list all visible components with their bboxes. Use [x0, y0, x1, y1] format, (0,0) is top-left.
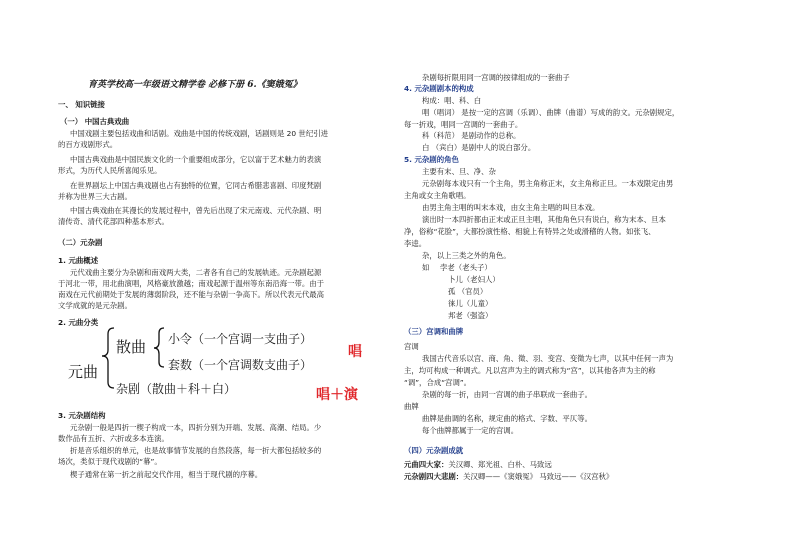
paragraph-line: 元杂剧每本戏只有一个主角，男主角称正末，女主角称正旦。一本戏限定由男: [422, 179, 674, 188]
item-heading-script: 4. 元杂剧剧本的构成: [404, 84, 474, 93]
diagram-root-yuanqu: 元曲: [68, 363, 99, 381]
item-heading-classification: 2. 元曲分类: [58, 318, 99, 327]
section-heading-yuan-zaju: （二）元杂剧: [58, 238, 103, 247]
paragraph-line: 南戏在元代前期处于发展的薄弱阶段，还不能与杂剧一争高下。所以代表元代最高: [58, 290, 325, 299]
paragraph-line: 由男主角主唱的叫末本戏，由女主角主唱的叫旦本戏。: [422, 203, 600, 212]
paragraph-line: 杂剧每折限用同一宫调的按律组成的一套曲子: [422, 73, 570, 82]
item-heading-structure: 3. 元杂剧结构: [58, 411, 106, 420]
role-item: 邦老（强盗）: [448, 311, 493, 320]
diagram-xiaoling: 小令（一个宫调一支曲子）: [168, 332, 313, 346]
paragraph-line: 每一折戏，唱同一宫调的一套曲子。: [404, 120, 523, 129]
achievement-line-four-masters: [404, 460, 552, 470]
paragraph-line: 白 （宾白）是剧中人的说白部分。: [422, 143, 536, 152]
paragraph-line: 唱（唱词） 是按一定的宫调（乐调）、曲牌（曲谱）写成的韵文。元杂剧规定，: [422, 108, 680, 117]
paragraph-line: 的百方戏剧形式。: [58, 140, 118, 149]
page-title: 育英学校高一年级语文精学卷 必修下册 6.《窦娥冤》: [88, 80, 302, 90]
bracket-sanqu-upper: [154, 328, 164, 348]
paragraph-line: 场次，类似于现代戏剧的“幕”。: [58, 457, 162, 466]
paragraph-line: 主角或女主角歌唱。: [404, 191, 471, 200]
paragraph-line: 主，均可构成一种调式。凡以宫声为主的调式称为“宫”，以其他各声为主的称: [404, 366, 656, 375]
label-four-tragedies: 元杂剧四大悲剧：: [404, 472, 464, 481]
label-qupai: 曲牌: [404, 402, 419, 411]
paragraph-line: 数作品有五折、六折或多本连演。: [58, 434, 169, 443]
paragraph-line: 净，俗称“花脸”，大都扮演性格、相貌上有特异之处或滑稽的人物。如张飞、: [404, 227, 656, 236]
paragraph-line: 主要有末、旦、净、杂: [422, 167, 496, 176]
value-four-tragedies: 关汉卿——《窦娥冤》 马致远——《汉宫秋》: [463, 472, 614, 481]
role-item: 徕儿（儿童）: [448, 299, 493, 308]
paragraph-line: 形式，为历代人民所喜闻乐见。: [58, 166, 162, 175]
paragraph-line: 折是音乐组织的单元，也是故事情节发展的自然段落，每一折大都包括较多的: [70, 446, 322, 455]
paragraph-line: 清传奇、清代花部四种基本形式。: [58, 217, 169, 226]
section-heading-knowledge: 一、 知识链接: [58, 100, 105, 109]
paragraph-line: 在世界剧坛上中国古典戏剧也占有独特的位置，它同古希腊悲喜剧、印度梵剧: [70, 181, 322, 190]
roles-prefix: 如: [422, 263, 430, 272]
achievement-line-four-tragedies: [404, 472, 613, 482]
paragraph-line: 杂剧的每一折，由同一宫调的曲子串联成一套曲子。: [422, 390, 592, 399]
item-heading-roles: 5. 元杂剧的角色: [404, 155, 459, 164]
paragraph-line: 科（科范） 是剧动作的总称。: [422, 131, 521, 140]
paragraph-line: 我国古代音乐以宫、商、角、徵、羽、变宫、变徵为七声，以其中任何一声为: [422, 354, 674, 363]
diagram-sanqu: 散曲: [116, 338, 147, 356]
label-gongdiao: 宫调: [404, 342, 419, 351]
paragraph-line: 中国古典戏曲是中国民族文化的一个重要组成部分，它以富于艺术魅力的表演: [70, 155, 322, 164]
subheading-achievements: （四）元杂剧成就: [404, 446, 464, 455]
item-heading-overview: 1. 元曲概述: [58, 256, 99, 265]
subheading-gongdiao-qupai: （三）宫调和曲牌: [404, 327, 464, 336]
diagram-zaju: 杂剧（散曲＋科＋白）: [116, 382, 237, 396]
paragraph-line: 演出时一本四折都由正末或正旦主唱，其他角色只有说白，称为末本、旦本: [422, 215, 666, 224]
paragraph-line: 楔子通常在第一折之前起交代作用，相当于现代剧的序幕。: [70, 470, 263, 479]
paragraph-line: 每个曲牌都属于一定的宫调。: [422, 426, 519, 435]
role-item: 孛老（老头子）: [440, 263, 492, 272]
paragraph-line: 构成：唱、科、白: [422, 96, 482, 105]
classification-diagram: [58, 324, 393, 404]
paragraph-line: 李逵。: [404, 239, 427, 248]
paragraph-line: 于河北一带，用北曲演唱，风格豪放激越；南戏起源于温州等东南沿海一带。由于: [58, 279, 325, 288]
paragraph-line: 并称为世界三大古剧。: [58, 192, 132, 201]
diagram-label-chang-yan: 唱＋演: [316, 387, 358, 403]
bracket-sanqu-lower: [154, 348, 164, 367]
paragraph-line: 元杂剧一般是四折一楔子构成一本，四折分别为开端、发展、高潮、结局。少: [70, 423, 322, 432]
paragraph-line: 杂，以上三类之外的角色。: [422, 251, 511, 260]
role-item: 卜儿（老妇人）: [448, 275, 500, 284]
paragraph-line: 元代戏曲主要分为杂剧和南戏两大类，二者各有自己的发展轨迹。元杂剧起源: [70, 268, 322, 277]
paragraph-line: “调”，合成“宫调”。: [404, 378, 472, 387]
subheading-classical-opera: （一） 中国古典戏曲: [60, 117, 130, 126]
paragraph-line: 文学成就的是元杂剧。: [58, 301, 132, 310]
paragraph-line: 中国古典戏曲在其漫长的发展过程中，曾先后出现了宋元南戏、元代杂剧、明: [70, 206, 322, 215]
label-four-masters: 元曲四大家：: [404, 460, 449, 469]
paragraph-line: 曲牌是曲调的名称，规定曲的格式、字数、平仄等。: [422, 414, 592, 423]
diagram-taoshu: 套数（一个宫调数支曲子）: [168, 358, 313, 372]
role-item: 孤 （官员）: [448, 287, 488, 296]
value-four-masters: 关汉卿、郑光祖、白朴、马致远: [448, 460, 552, 469]
bracket-root-upper: [102, 328, 114, 356]
paragraph-line: 中国戏剧主要包括戏曲和话剧。戏曲是中国的传统戏剧，话剧则是 20 世纪引进: [70, 129, 328, 138]
diagram-label-chang: 唱: [348, 344, 362, 360]
bracket-root-lower: [102, 356, 114, 388]
